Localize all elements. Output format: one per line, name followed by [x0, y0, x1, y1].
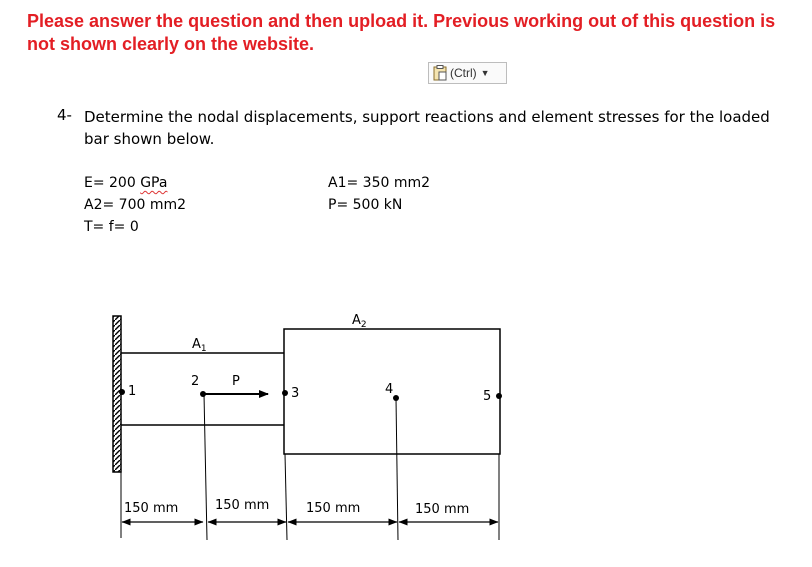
extension-line-3 [285, 454, 287, 540]
load-label: P [232, 374, 240, 389]
node-2-label: 2 [191, 374, 200, 389]
node-1-dot [119, 389, 125, 395]
question-text: Determine the nodal displacements, support reactions and element stresses for the loaded bar shown below. [84, 108, 770, 148]
upload-notice: Please answer the question and then upload it. Previous working out of this question is not shown clearly on the website. [27, 11, 776, 54]
given-P: P= 500 kN [328, 197, 403, 213]
dimension-label-3: 150 mm [306, 501, 361, 516]
dimension-label-2: 150 mm [215, 498, 270, 513]
node-3-dot [282, 390, 288, 396]
node-4-label: 4 [385, 382, 394, 397]
given-E-prefix: E= 200 [84, 175, 141, 191]
node-5-dot [496, 393, 502, 399]
given-T: T= f= 0 [84, 219, 139, 235]
node-1-label: 1 [128, 384, 137, 399]
given-E-unit: GPa [140, 175, 168, 191]
area-label-2: $A_2$ [352, 313, 367, 330]
node-3-label: 3 [291, 386, 300, 401]
given-A2: A2= 700 mm2 [84, 197, 187, 213]
chevron-down-icon[interactable]: ▼ [480, 68, 490, 78]
paste-options-label: (Ctrl) [450, 66, 477, 80]
dimension-label-1: 150 mm [124, 501, 179, 516]
dimension-label-4: 150 mm [415, 502, 470, 517]
question-number: 4- [57, 106, 72, 124]
extension-line-2 [204, 394, 207, 540]
extension-line-4 [396, 398, 398, 540]
node-5-label: 5 [483, 389, 492, 404]
area-label-1: $A_1$ [192, 337, 207, 354]
given-A1: A1= 350 mm2 [328, 175, 431, 191]
